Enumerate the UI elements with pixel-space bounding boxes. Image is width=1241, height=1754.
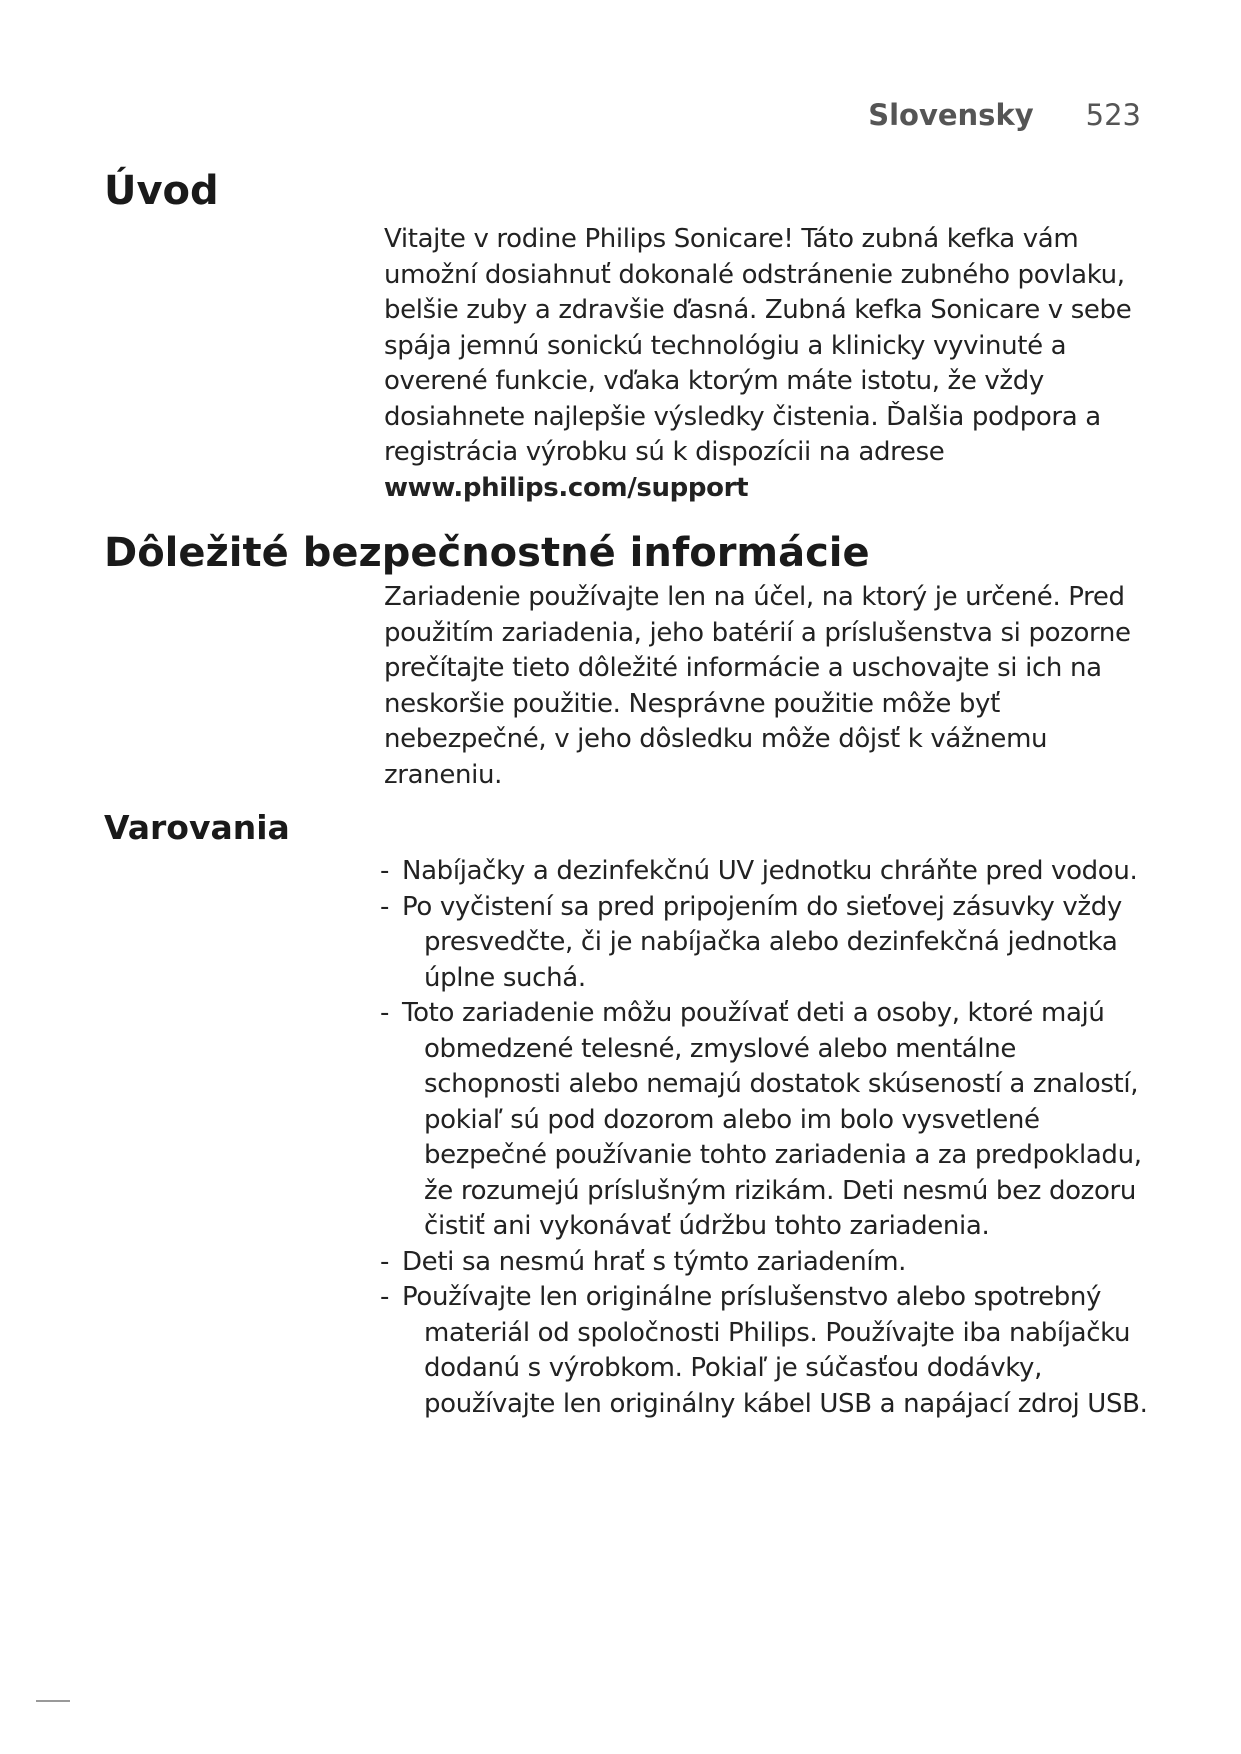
bullet-dash: -: [380, 1246, 390, 1277]
warning-text: Deti sa nesmú hrať s týmto zariadením.: [402, 1246, 907, 1277]
warnings-list: [380, 854, 1150, 1422]
bullet-dash: -: [380, 891, 390, 922]
page-number: 523: [1085, 98, 1141, 132]
bullet-dash: -: [380, 1282, 390, 1312]
list-item: [380, 996, 1150, 1245]
intro-paragraph: [384, 222, 1144, 506]
bullet-dash: -: [380, 998, 390, 1028]
list-item: [380, 890, 1150, 997]
warning-text: Po vyčistení sa pred pripojením do sieťovej zásuvky vždy presvedčte, či je nabíjačka alebo dezinfekčná jednotka úplne suchá.: [402, 891, 1122, 993]
warnings-heading: Varovania: [104, 808, 290, 847]
safety-heading: Dôležité bezpečnostné informácie: [104, 530, 870, 576]
safety-paragraph: Zariadenie používajte len na účel, na ktorý je určené. Pred použitím zariadenia, jeho batérií a príslušenstva si pozorne prečítajte tieto dôležité informácie a uschovajte si ich na neskoršie použitie. Nesprávne použitie môže byť nebezpečné, v jeho dôsledku môže dôjsť k vážnemu zraneniu.: [384, 582, 1131, 790]
bullet-dash: -: [380, 856, 390, 886]
warning-text: Nabíjačky a dezinfekčnú UV jednotku chráňte pred vodou.: [402, 856, 1138, 886]
intro-heading: Úvod: [104, 168, 219, 214]
print-mark: [36, 1700, 70, 1702]
support-link[interactable]: www.philips.com/support: [384, 472, 749, 503]
list-item: [380, 1280, 1150, 1422]
list-item: [380, 854, 1150, 890]
warning-text: Toto zariadenie môžu používať deti a osoby, ktoré majú obmedzené telesné, zmyslové alebo mentálne schopnosti alebo nemajú dostatok skúseností a znalostí, pokiaľ sú pod dozorom alebo im bolo vysvetlené bezpečné používanie tohto zariadenia a za predpokladu, že rozumejú príslušným rizikám. Deti nesmú bez dozoru čistiť ani vykonávať údržbu tohto zariadenia.: [402, 998, 1142, 1241]
warning-text: Používajte len originálne príslušenstvo alebo spotrebný materiál od spoločnosti Philips. Používajte iba nabíjačku dodanú s výrobkom. Pokiaľ je súčasťou dodávky, používajte len originálny kábel USB a napájací zdroj USB.: [402, 1282, 1148, 1419]
page-header: [868, 98, 1141, 132]
intro-text: Vitajte v rodine Philips Sonicare! Táto zubná kefka vám umožní dosiahnuť dokonalé odstránenie zubného povlaku, belšie zuby a zdravšie ďasná. Zubná kefka Sonicare v sebe spája jemnú sonickú technológiu a klinicky vyvinuté a overené funkcie, vďaka ktorým máte istotu, že vždy dosiahnete najlepšie výsledky čistenia. Ďalšia podpora a registrácia výrobku sú k dispozícii na adrese: [384, 224, 1132, 467]
list-item: [380, 1245, 1150, 1281]
header-language: Slovensky: [868, 98, 1034, 132]
